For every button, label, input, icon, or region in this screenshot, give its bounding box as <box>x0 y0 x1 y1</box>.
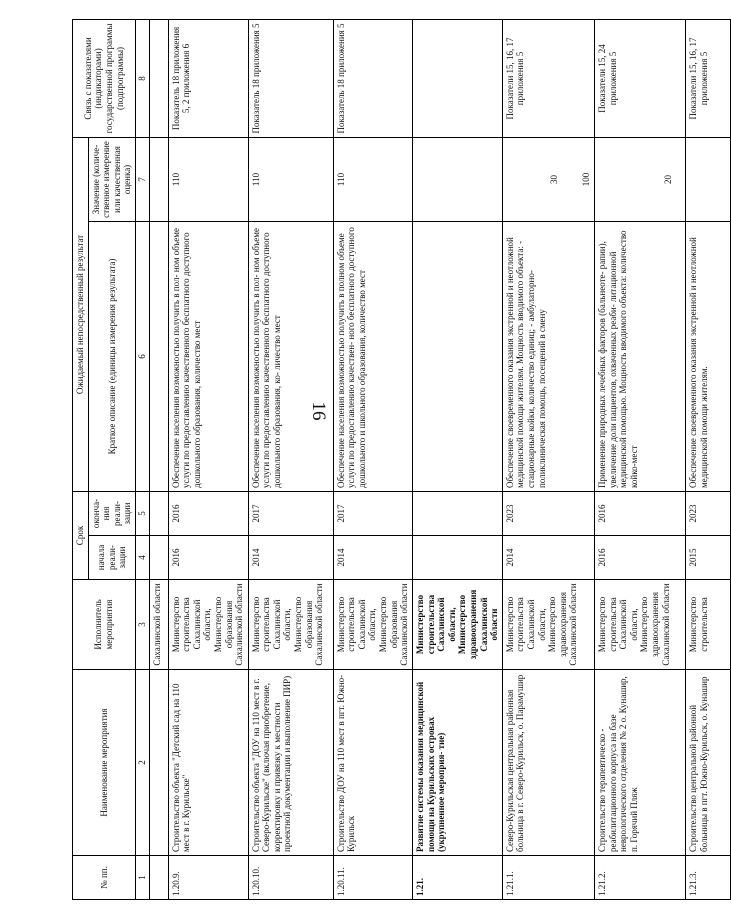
row-name <box>149 670 168 856</box>
column-number: 2 <box>136 670 150 856</box>
row-end: 2016 <box>168 491 248 535</box>
table-row <box>149 19 168 899</box>
column-number: 4 <box>136 536 150 580</box>
column-number: 7 <box>136 137 150 221</box>
table-row <box>412 19 502 899</box>
row-end: 2016 <box>595 491 686 535</box>
row-description: Обеспечение населения возможностью получить в полном объеме услуги по предоставлению качествен- ного бесплатного доступного дошкольного и школьного образования, количество мест <box>333 221 412 491</box>
row-value-item: 110 <box>170 172 181 187</box>
row-start: 2016 <box>595 536 686 580</box>
table-row <box>248 19 333 899</box>
row-link: Показатели 15, 16, 17 приложения 5 <box>686 19 731 137</box>
header-executor: Исполнитель мероприятия <box>73 580 136 670</box>
row-num: 1.20.11. <box>333 856 412 900</box>
row-name: Развитие системы оказания медицинской помощи на Курильских островах (укрупненное мероприя- тие) <box>412 670 502 856</box>
row-link: Показатель 18 приложения 5 <box>248 19 333 137</box>
header-name: Наименование мероприятия <box>73 670 136 856</box>
row-executor: Министерство строительства Сахалинской области, Министерство образования Сахалинской области <box>168 580 248 670</box>
row-start <box>149 536 168 580</box>
row-start: 2014 <box>333 536 412 580</box>
header-link: Связь с показателями (индикаторами) государственной программы (подпрограммы) <box>73 19 136 137</box>
row-description: Обеспечение своевременного оказания экстренной и неотложной медицинской помощи жителям. <box>686 221 731 491</box>
column-numbers-row <box>136 19 150 899</box>
row-value <box>248 137 333 221</box>
row-link <box>412 19 502 137</box>
row-name: Северо-Курильская центральная районная больница в г. Северо-Курильск, о. Парамушир <box>502 670 594 856</box>
row-executor: Сахалинской области <box>149 580 168 670</box>
row-description <box>149 221 168 491</box>
row-executor: Министерство строительства <box>686 580 731 670</box>
row-description: Применение природных лечебных факторов (бальнеоте- рапии), увеличение доли пациентов, охваченных реаби- литационной медицинской помощью. Мощность вводимого объекта: количество койко-мест <box>595 221 686 491</box>
row-name: Строительство объекта "Детский сад на 110 мест в г. Курильске" <box>168 670 248 856</box>
header-term-end: оконча- ния реали- зации <box>88 491 135 535</box>
row-num: 1.21.2. <box>595 856 686 900</box>
row-name: Строительство объекта "ДОУ на 110 мест в г. Северо-Курильске" (включая приобретение, корректировку и привязку к местности проектной документации и выполнение ПИР) <box>248 670 333 856</box>
row-num: 1.21. <box>412 856 502 900</box>
table-row <box>686 19 731 899</box>
table-row <box>595 19 686 899</box>
page-number: 16 <box>308 401 329 421</box>
row-num <box>149 856 168 900</box>
row-value <box>502 137 594 221</box>
measures-table <box>72 19 731 900</box>
table-row <box>333 19 412 899</box>
row-value <box>149 137 168 221</box>
row-num: 1.21.1. <box>502 856 594 900</box>
row-start: 2014 <box>248 536 333 580</box>
row-value <box>412 137 502 221</box>
header-term-start: начала реали- зации <box>88 536 135 580</box>
row-end <box>412 491 502 535</box>
row-value <box>595 137 686 221</box>
row-num: 1.20.9. <box>168 856 248 900</box>
column-number: 8 <box>136 19 150 137</box>
row-name: Строительство центральной районной больницы в пгт. Южно-Курильск, о. Кунашир <box>686 670 731 856</box>
row-end: 2017 <box>248 491 333 535</box>
row-description: Обеспечение населения возможностью получить в пол- ном объеме услуги по предоставлению качественного бесплатного доступного дошкольного образования, количество мест <box>168 221 248 491</box>
row-start: 2015 <box>686 536 731 580</box>
column-number: 5 <box>136 491 150 535</box>
row-link: Показатели 15, 16, 17 приложения 5 <box>502 19 594 137</box>
column-number: 3 <box>136 580 150 670</box>
row-description <box>412 221 502 491</box>
row-num: 1.21.3. <box>686 856 731 900</box>
header-value: Значение (количе- ственное измерение или качественная оценка) <box>88 137 135 221</box>
row-value-item: 110 <box>250 172 261 187</box>
row-executor: Министерство строительства Сахалинской области, Министерство здравоохранения Сахалинской области <box>502 580 594 670</box>
header-term: Срок <box>73 491 89 579</box>
row-link: Показатели 15, 24 приложения 5 <box>595 19 686 137</box>
row-link: Показатель 18 приложения 5 <box>333 19 412 137</box>
row-executor: Министерство строительства Сахалинской области, Министерство образования Сахалинской области <box>333 580 412 670</box>
header-description: Краткое описание (единицы измерения результата) <box>88 221 135 491</box>
table-row <box>502 19 594 899</box>
row-num: 1.20.10. <box>248 856 333 900</box>
row-description: Обеспечение населения возможностью получить в пол- ном объеме услуги по предоставлению качественного бесплатного доступного дошкольного образования, ко- личество мест <box>248 221 333 491</box>
column-number: 6 <box>136 221 150 491</box>
row-end: 2023 <box>686 491 731 535</box>
row-value <box>168 137 248 221</box>
row-value-item: 100 <box>581 172 592 187</box>
row-name: Строительство ДОУ на 110 мест в пгт. Южно-Курильск <box>333 670 412 856</box>
row-executor: Министерство строительства Сахалинской области, Министерство здравоохранения Сахалинской области <box>595 580 686 670</box>
row-start <box>412 536 502 580</box>
row-description: Обеспечение своевременного оказания экстренной и неотложной медицинской помощи жителям. Мощность вводимого объекта: - стационарные койки, количество единиц; - амбулаторно-поликлиническая помощь, посещений в смену <box>502 221 594 491</box>
row-end: 2023 <box>502 491 594 535</box>
row-value-item: 30 <box>548 174 559 184</box>
row-end: 2017 <box>333 491 412 535</box>
row-start: 2016 <box>168 536 248 580</box>
row-value <box>686 137 731 221</box>
row-start: 2014 <box>502 536 594 580</box>
header-expected: Ожидаемый непосредственный результат <box>73 137 89 491</box>
row-executor: Министерство строительства Сахалинской области, Министерство образования Сахалинской области <box>248 580 333 670</box>
row-value <box>333 137 412 221</box>
row-executor: Министерство строительства Сахалинской области, Министерство здравоохранения Сахалинской области <box>412 580 502 670</box>
rotated-page <box>72 20 709 900</box>
row-value-item: 20 <box>663 174 674 184</box>
row-value-item: 110 <box>335 172 346 187</box>
row-link: Показатель 18 приложения 5, 2 приложения 6 <box>168 19 248 137</box>
row-end <box>149 491 168 535</box>
header-num: № пп. <box>73 856 136 900</box>
row-name: Строительство терапевтическо - реабилитационного корпуса на базе неврологического отделения № 2 о. Кунашир, п. Горячий Пляж <box>595 670 686 856</box>
table-row <box>168 19 248 899</box>
column-number: 1 <box>136 856 150 900</box>
row-link <box>149 19 168 137</box>
